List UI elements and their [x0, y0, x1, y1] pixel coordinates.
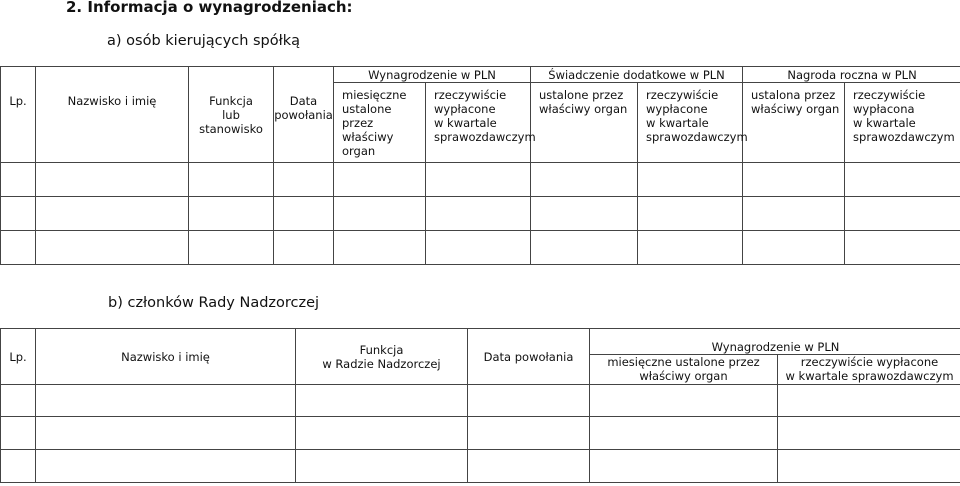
table-cell[interactable] — [274, 231, 334, 265]
table-cell[interactable] — [426, 197, 531, 231]
table-cell[interactable] — [1, 163, 36, 197]
table-cell[interactable] — [189, 197, 274, 231]
header-function: Funkcja lub stanowisko — [189, 67, 274, 163]
header-salary-group: Wynagrodzenie w PLN — [590, 329, 960, 355]
header-lp: Lp. — [1, 329, 36, 385]
table-cell[interactable] — [296, 385, 468, 417]
table-cell[interactable] — [1, 417, 36, 450]
header-additional-set: ustalone przez właściwy organ — [531, 83, 638, 163]
header-name: Nazwisko i imię — [36, 329, 296, 385]
header-annual-award-group: Nagroda roczna w PLN — [743, 67, 960, 83]
table-cell[interactable] — [468, 385, 590, 417]
table-cell[interactable] — [531, 197, 638, 231]
executives-remuneration-table — [0, 66, 960, 265]
table-cell[interactable] — [845, 163, 960, 197]
table-cell[interactable] — [590, 385, 778, 417]
subsection-a-title: a) osób kierujących spółką — [107, 33, 301, 49]
table-row — [1, 450, 960, 483]
table-cell[interactable] — [36, 385, 296, 417]
table-cell[interactable] — [1, 231, 36, 265]
table-row — [1, 417, 960, 450]
table-cell[interactable] — [274, 197, 334, 231]
table-cell[interactable] — [274, 163, 334, 197]
subsection-b-title: b) członków Rady Nadzorczej — [108, 295, 320, 311]
table-cell[interactable] — [334, 231, 426, 265]
table-cell[interactable] — [531, 163, 638, 197]
table-cell[interactable] — [296, 417, 468, 450]
table-cell[interactable] — [36, 197, 189, 231]
table-cell[interactable] — [36, 417, 296, 450]
table-cell[interactable] — [531, 231, 638, 265]
table-cell[interactable] — [189, 163, 274, 197]
table-cell[interactable] — [638, 231, 743, 265]
supervisory-board-remuneration-table — [0, 328, 960, 483]
table-row — [1, 197, 960, 231]
table-cell[interactable] — [845, 231, 960, 265]
header-salary-set: miesięczne ustalone przez właściwy organ — [590, 355, 778, 385]
header-appointment-date: Data powołania — [274, 67, 334, 163]
table-cell[interactable] — [334, 197, 426, 231]
table-cell[interactable] — [426, 231, 531, 265]
header-salary-paid: rzeczywiście wypłacone w kwartale sprawozdawczym — [426, 83, 531, 163]
table-cell[interactable] — [36, 450, 296, 483]
table-cell[interactable] — [778, 417, 960, 450]
table-cell[interactable] — [36, 163, 189, 197]
table-cell[interactable] — [468, 450, 590, 483]
header-salary-set: miesięczne ustalone przez właściwy organ — [334, 83, 426, 163]
table-cell[interactable] — [1, 385, 36, 417]
table-cell[interactable] — [1, 197, 36, 231]
table-cell[interactable] — [1, 450, 36, 483]
section-title: 2. Informacja o wynagrodzeniach: — [66, 0, 353, 16]
table-cell[interactable] — [189, 231, 274, 265]
table-cell[interactable] — [590, 417, 778, 450]
header-award-set: ustalona przez właściwy organ — [743, 83, 845, 163]
table-cell[interactable] — [468, 417, 590, 450]
table-cell[interactable] — [845, 197, 960, 231]
table-cell[interactable] — [296, 450, 468, 483]
table-cell[interactable] — [334, 163, 426, 197]
table-row — [1, 385, 960, 417]
header-lp: Lp. — [1, 67, 36, 163]
table-cell[interactable] — [743, 197, 845, 231]
header-appointment-date: Data powołania — [468, 329, 590, 385]
header-salary-paid: rzeczywiście wypłacone w kwartale sprawozdawczym — [778, 355, 960, 385]
header-function: Funkcja w Radzie Nadzorczej — [296, 329, 468, 385]
table-cell[interactable] — [743, 231, 845, 265]
table-cell[interactable] — [778, 450, 960, 483]
table-cell[interactable] — [743, 163, 845, 197]
header-salary-group: Wynagrodzenie w PLN — [334, 67, 531, 83]
table-cell[interactable] — [590, 450, 778, 483]
table-cell[interactable] — [36, 231, 189, 265]
table-row — [1, 231, 960, 265]
header-additional-paid: rzeczywiście wypłacone w kwartale sprawozdawczym — [638, 83, 743, 163]
table-row — [1, 163, 960, 197]
table-cell[interactable] — [426, 163, 531, 197]
table-cell[interactable] — [638, 197, 743, 231]
header-additional-benefit-group: Świadczenie dodatkowe w PLN — [531, 67, 743, 83]
header-name: Nazwisko i imię — [36, 67, 189, 163]
table-cell[interactable] — [638, 163, 743, 197]
table-cell[interactable] — [778, 385, 960, 417]
header-award-paid: rzeczywiście wypłacona w kwartale sprawozdawczym — [845, 83, 960, 163]
